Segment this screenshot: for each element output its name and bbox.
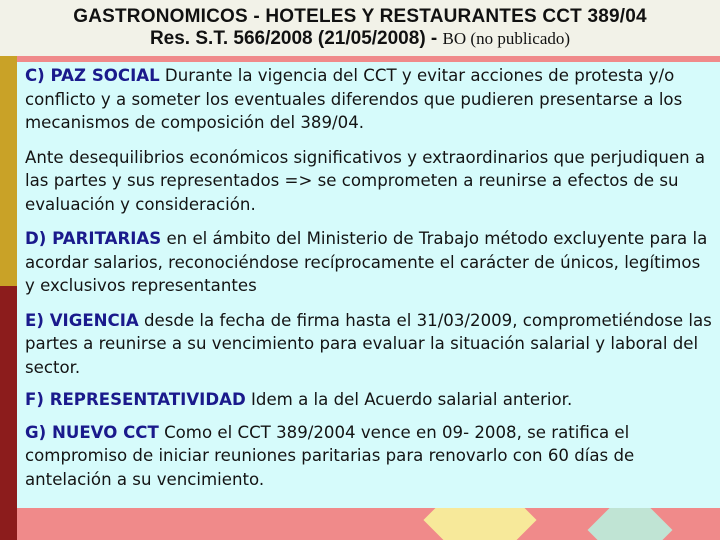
item-desequilibrios [25, 146, 714, 217]
item-keyword: E) VIGENCIA [25, 310, 139, 330]
background-gold-strip [0, 56, 17, 286]
item-text: Ante desequilibrios económicos significativos y extraordinarios que perjudiquen a las partes y sus representados => se comprometen a reunirse a efectos de su evaluación y consideración. [25, 147, 706, 214]
item-representatividad [25, 388, 714, 412]
slide-header [0, 0, 720, 56]
item-text: Idem a la del Acuerdo salarial anterior. [245, 390, 573, 409]
publication-note: BO (no publicado) [442, 29, 571, 48]
slide-subtitle [0, 28, 720, 50]
item-paz-social [25, 64, 714, 135]
item-keyword: D) PARITARIAS [25, 229, 162, 248]
item-keyword: C) PAZ SOCIAL [25, 66, 160, 85]
content-panel [17, 62, 720, 508]
item-keyword: G) NUEVO CCT [25, 422, 159, 442]
item-nuevo-cct [25, 421, 714, 492]
background-maroon-strip [0, 286, 17, 540]
resolution-reference: Res. S.T. 566/2008 (21/05/2008) - [149, 28, 443, 49]
item-text: Como el CCT 389/2004 vence en 09- 2008, se ratifica el compromiso de iniciar reuniones paritarias para renovarlo con 60 días de antelación a su vencimiento. [25, 422, 635, 489]
item-paritarias [25, 227, 714, 298]
item-text: desde la fecha de firma hasta el 31/03/2009, comprometiéndose las partes a reunirse a su vencimiento para evaluar la situación salarial y laboral del sector. [25, 310, 712, 377]
item-vigencia [25, 309, 714, 380]
item-text: Durante la vigencia del CCT y evitar acciones de protesta y/o conflicto y a someter los eventuales diferendos que pudieren presentarse a los mecanismos de composición del 389/04. [25, 66, 683, 132]
item-text: en el ámbito del Ministerio de Trabajo método excluyente para la acordar salarios, reconociéndose recíprocamente el carácter de únicos, legítimos y exclusivos representantes [25, 229, 708, 295]
item-keyword: F) REPRESENTATIVIDAD [25, 390, 246, 409]
slide-title: GASTRONOMICOS - HOTELES Y RESTAURANTES CCT 389/04 [73, 6, 647, 27]
